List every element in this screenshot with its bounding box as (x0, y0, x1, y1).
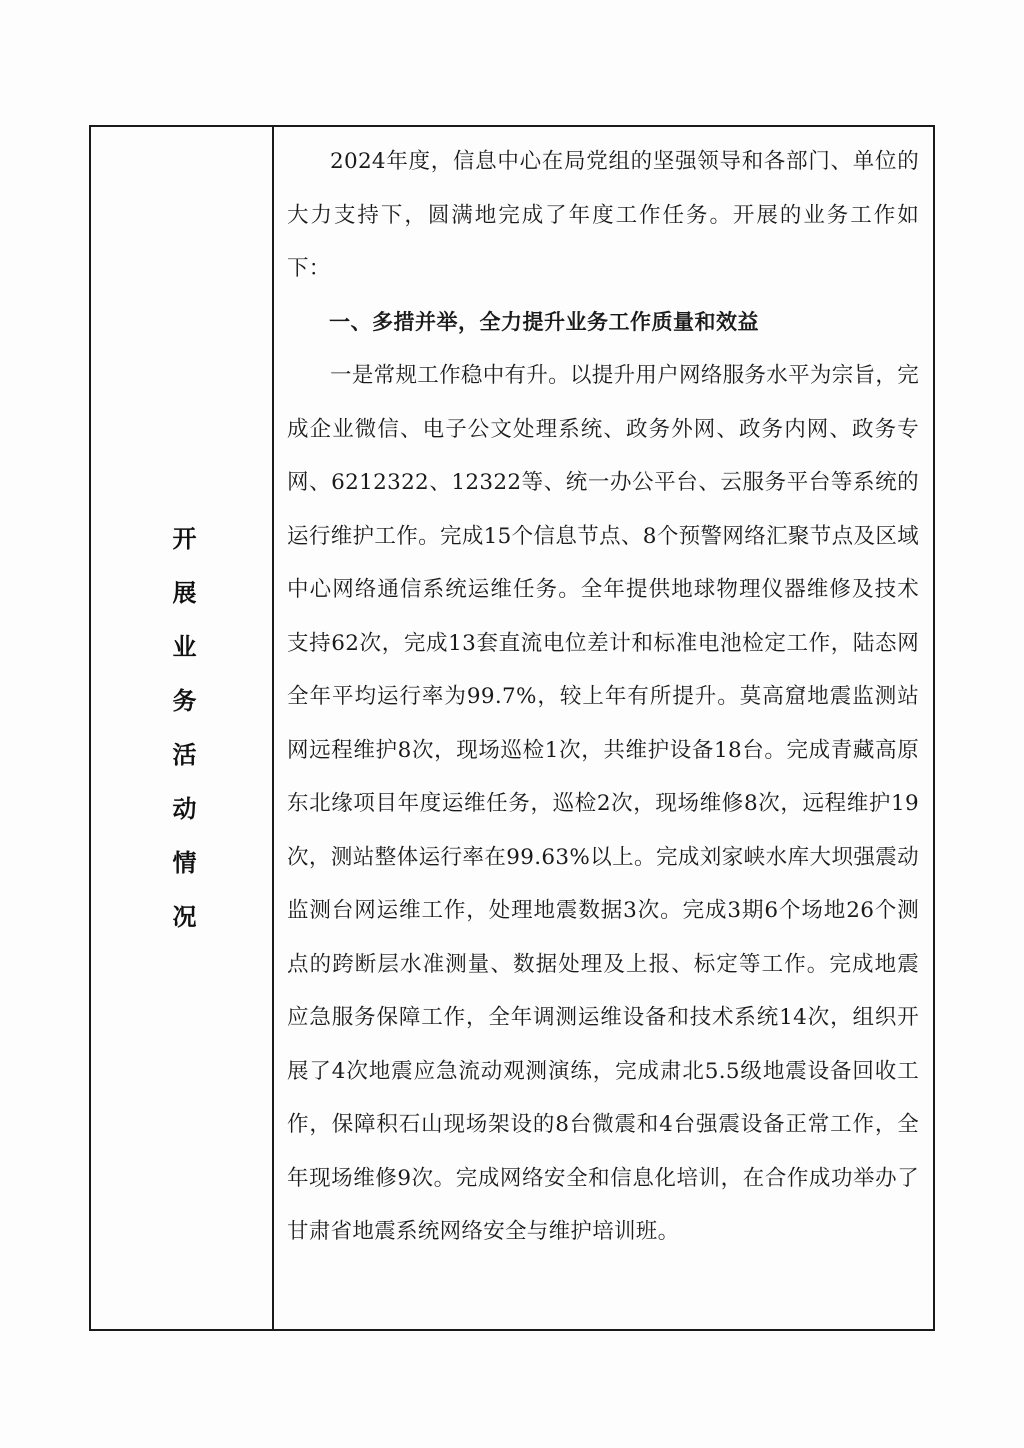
column-divider (272, 127, 274, 1329)
side-label-char: 务 (172, 687, 197, 715)
section-body-paragraph: 一是常规工作稳中有升。以提升用户网络服务水平为宗旨，完成企业微信、电子公文处理系统、政务外网、政务内网、政务专网、6212322、12322等、统一办公平台、云服务平台等系统的运行维护工作。完成15个信息节点、8个预警网络汇聚节点及区域中心网络通信系统运维任务。全年提供地球物理仪器维修及技术支持62次，完成13套直流电位差计和标准电池检定工作，陆态网全年平均运行率为99.7%，较上年有所提升。莫高窟地震监测站网远程维护8次，现场巡检1次，共维护设备18台。完成青藏高原东北缘项目年度运维任务，巡检2次，现场维修8次，远程维护19次，测站整体运行率在99.63%以上。完成刘家峡水库大坝强震动监测台网运维工作，处理地震数据3次。完成3期6个场地26个测点的跨断层水准测量、数据处理及上报、标定等工作。完成地震应急服务保障工作，全年调测运维设备和技术系统14次，组织开展了4次地震应急流动观测演练，完成肃北5.5级地震设备回收工作，保障积石山现场架设的8台微震和4台强震设备正常工作，全年现场维修9次。完成网络安全和信息化培训，在合作成功举办了甘肃省地震系统网络安全与维护培训班。 (287, 363, 919, 1244)
side-label-char: 活 (172, 741, 197, 769)
side-label-char: 展 (172, 579, 197, 607)
intro-paragraph: 2024年度，信息中心在局党组的坚强领导和各部门、单位的大力支持下，圆满地完成了年度工作任务。开展的业务工作如下： (287, 149, 919, 281)
side-label-char: 情 (172, 849, 197, 877)
side-label-char: 业 (172, 633, 197, 661)
side-label-char: 开 (172, 525, 197, 553)
side-label-char: 况 (172, 903, 197, 931)
activity-table (89, 125, 935, 1331)
side-label (173, 512, 197, 944)
side-label-cell (91, 127, 272, 1329)
side-label-char: 动 (172, 795, 197, 823)
content-cell (287, 135, 919, 1259)
section-heading: 一、多措并举，全力提升业务工作质量和效益 (329, 309, 759, 334)
